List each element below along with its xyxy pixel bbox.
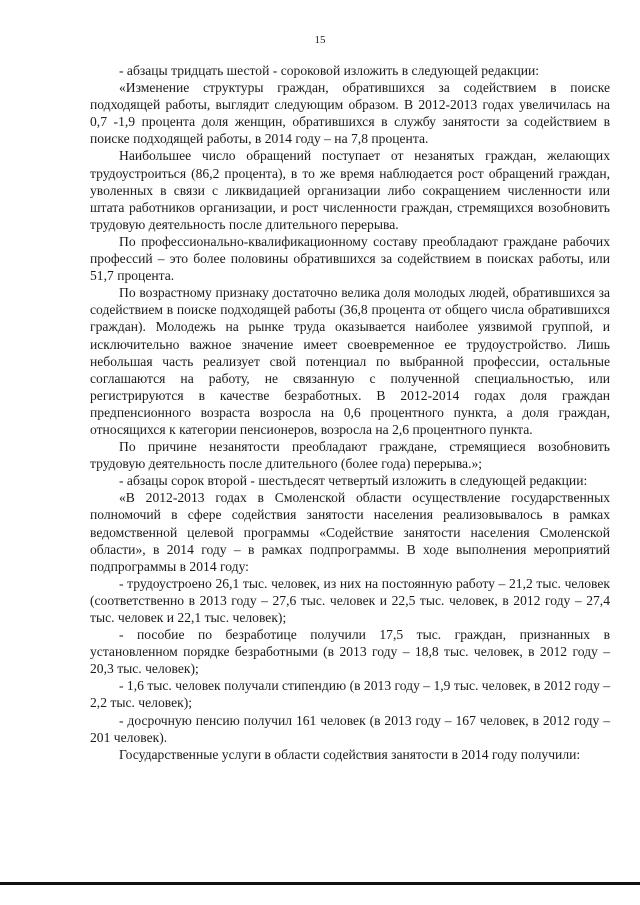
list-item-benefits: - пособие по безработице получили 17,5 тыс. граждан, признанных в установленном порядке безработными (в 2013 году – 18,8 тыс. человек, в 2012 году – 20,3 тыс. человек); [90,627,610,677]
paragraph-largest-requests: Наибольшее число обращений поступает от незанятых граждан, желающих трудоустроиться (86,2 процента), в то же время наблюдается рост обращений граждан, уволенных в связи с ликвидацией организации либо сокращением численности или штата работников организации, и рост численности граждан, стремящихся возобновить трудовую деятельность после длительного перерыва. [90,148,610,232]
page-number: 15 [314,34,326,46]
paragraph-unemployment-reason: По причине незанятости преобладают граждане, стремящиеся возобновить трудовую деятельность после длительного (более года) перерыва.»; [90,439,610,472]
document-body [90,62,610,763]
paragraph-qualification: По профессионально-квалификационному составу преобладают граждане рабочих профессий – это более половины обратившихся за содействием в поисках работы, или 51,7 процента. [90,233,610,284]
paragraph-amendment-36-40: - абзацы тридцать шестой - сороковой изложить в следующей редакции: [119,63,540,78]
paragraph-amendment-42-64: - абзацы сорок второй - шестьдесят четвертый изложить в следующей редакции: [119,473,588,489]
paragraph-services: Государственные услуги в области содействия занятости в 2014 году получили: [119,746,581,762]
list-item-employed: - трудоустроено 26,1 тыс. человек, из них на постоянную работу – 21,2 тыс. человек (соответственно в 2013 году – 27,6 тыс. человек и 22,5 тыс. человек, в 2012 году – 27,4 тыс. человек и 22,1 тыс. человек); [90,575,610,625]
paragraph-program: «В 2012-2013 годах в Смоленской области осуществление государственных полномочий в сфере содействия занятости населения реализовывалось в рамках ведомственной целевой программы «Содействие занятости населения Смоленской области», в 2014 году – в рамках подпрограммы. В ходе выполнения мероприятий подпрограммы в 2014 году: [90,490,610,574]
paragraph-structure-change: «Изменение структуры граждан, обратившихся за содействием в поиске подходящей работы, выглядит следующим образом. В 2012-2013 годах увеличилась на 0,7 -1,9 процента доля женщин, обратившихся в службу занятости за содействием в поиске подходящей работы, в 2014 году – на 7,8 процента. [90,80,610,147]
paragraph-age: По возрастному признаку достаточно велика доля молодых людей, обратившихся за содействием в поиске подходящей работы (36,8 процента от общего числа обратившихся граждан). Молодежь на рынке труда оказывается наиболее уязвимой группой, и исключительно важное значение имеет своевременное ее трудоустройство. Лишь небольшая часть реализует свой потенциал по выбранной профессии, остальные соглашаются на работу, не связанную с полученной специальностью, или регистрируются в качестве безработных. В 2012-2014 годах доля граждан предпенсионного возраста возросла на 0,6 процентного пункта, а доля граждан, относящихся к категории пенсионеров, возросла на 2,6 процентного пункта. [90,285,610,437]
list-item-pension: - досрочную пенсию получил 161 человек (в 2013 году – 167 человек, в 2012 году – 201 человек). [90,712,610,745]
bottom-divider [0,882,640,885]
list-item-stipend: - 1,6 тыс. человек получали стипендию (в 2013 году – 1,9 тыс. человек, в 2012 году – 2,2 тыс. человек); [90,678,610,711]
